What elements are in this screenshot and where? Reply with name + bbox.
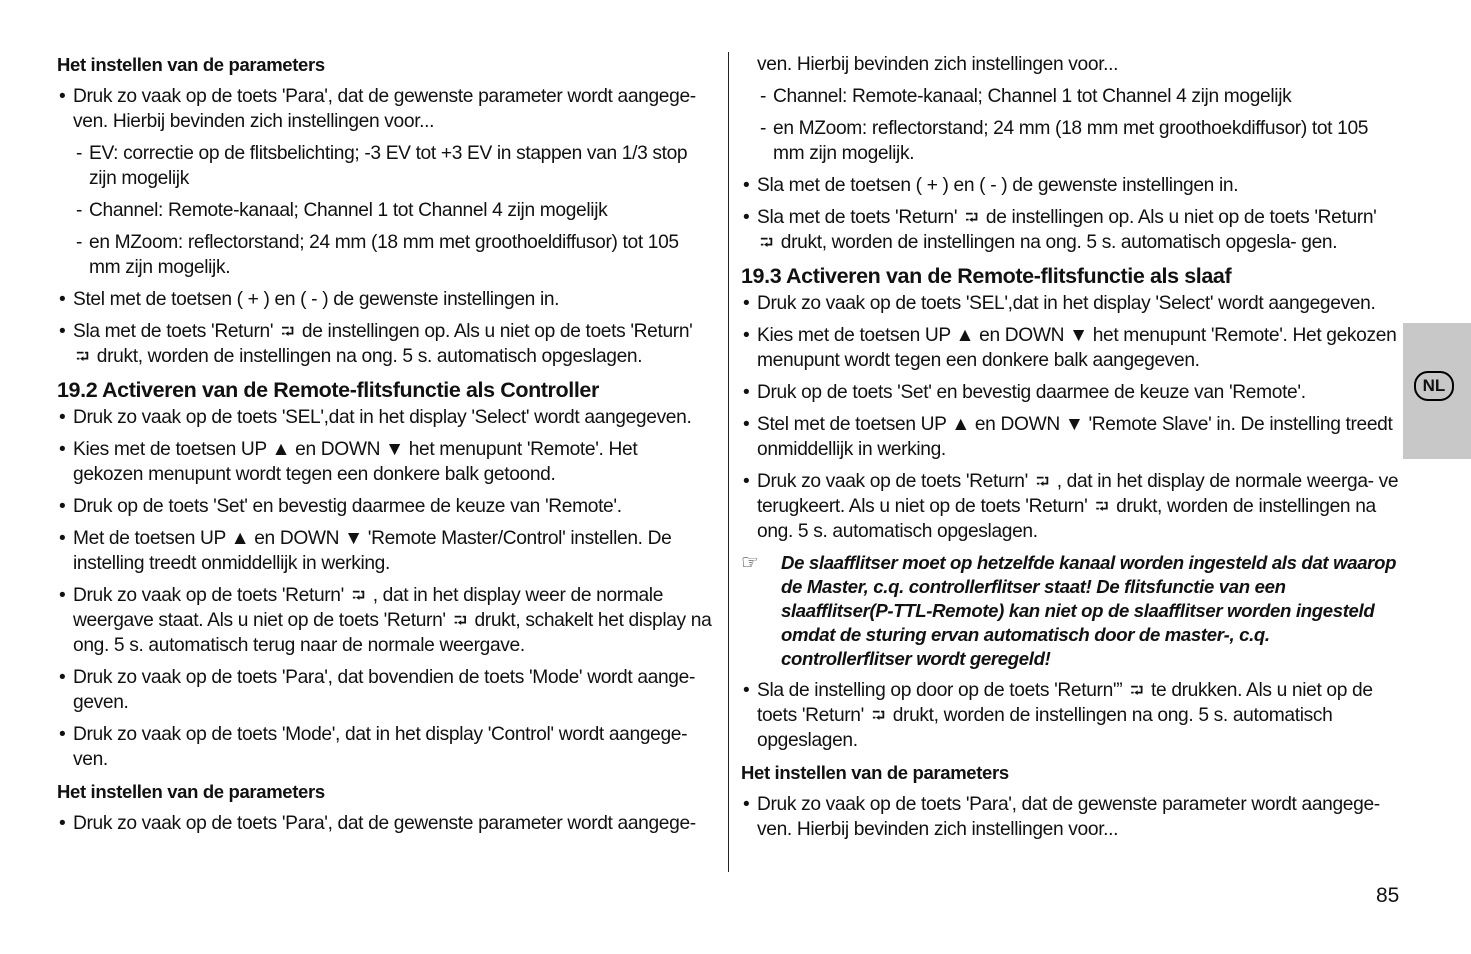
text-span: drukt, worden de instellingen na ong. 5 s. automatisch opgeslagen. (96, 346, 643, 367)
note-text: De slaafflitser moet op hetzelfde kanaal worden ingesteld als dat waarop de Master, c.q. controllerflitser staat! De flitsfunctie van een slaafflitser(P-TTL-Remote) kan niet op de slaafflitser worden ingesteld omdat de sturing ervan automatisch door de master-, c.q. controllerflitser wordt geregeld! (781, 552, 1397, 669)
pointing-hand-icon: ☞ (741, 552, 759, 574)
bullet-item: • Druk zo vaak op de toets 'SEL',dat in het display 'Select' wordt aangegeven. (741, 291, 1401, 316)
bullet-item: • Druk zo vaak op de toets 'SEL',dat in het display 'Select' wordt aangegeven. (57, 405, 712, 430)
return-icon: ⮒ (1035, 472, 1049, 491)
language-badge: NL (1414, 371, 1454, 401)
bullet-item: • Druk op de toets 'Set' en bevestig daarmee de keuze van 'Remote'. (57, 494, 712, 519)
section-heading: 19.2 Activeren van de Remote-flitsfunctie als Controller (57, 378, 599, 402)
bullet-item: • Sla met de toetsen ( + ) en ( - ) de gewenste instellingen in. (741, 173, 1401, 198)
bullet-item: • Kies met de toetsen UP ▲ en DOWN ▼ het menupunt 'Remote'. Het gekozen menupunt wordt tegen een donkere balk aangegeven. (741, 323, 1401, 373)
text-span: drukt, worden de instellingen na ong. 5 s. automatisch opgesla- gen. (780, 232, 1338, 253)
text-span: Sla met de toets 'Return' (757, 207, 958, 228)
bullet-item (57, 319, 712, 369)
parameters-subheading: Het instellen van de parameters (57, 54, 325, 75)
bullet-item (57, 583, 712, 658)
bullet-item (741, 678, 1401, 753)
bullet-item: • Stel met de toetsen UP ▲ en DOWN ▼ 'Remote Slave' in. De instelling treedt onmiddellijk in werking. (741, 412, 1401, 462)
text-span: de instellingen op. Als u niet op de toets 'Return' (301, 321, 693, 342)
bullet-item: • Stel met de toetsen ( + ) en ( - ) de gewenste instellingen in. (57, 287, 712, 312)
bullet-item: • Druk zo vaak op de toets 'Para', dat de gewenste parameter wordt aangege- (57, 811, 712, 836)
text-span: drukt, schakelt het display na ong. 5 s. automatisch terug naar de normale weergave. (73, 610, 712, 656)
left-column (57, 52, 712, 843)
return-icon: ⮒ (871, 706, 885, 725)
page-number: 85 (1376, 884, 1400, 907)
section-heading: 19.3 Activeren van de Remote-flitsfunctie als slaaf (741, 264, 1232, 288)
bullet-item: • Druk zo vaak op de toets 'Para', dat de gewenste parameter wordt aangege- ven. Hierbij bevinden zich instellingen voor... (57, 84, 712, 134)
return-icon: ⮒ (760, 233, 773, 252)
text-span: , dat in het display weer de normale weergave staat. Als u niet op de toets 'Return' (73, 585, 664, 631)
dash-item: - Channel: Remote-kanaal; Channel 1 tot Channel 4 zijn mogelijk (741, 84, 1401, 109)
text-span: drukt, worden de instellingen na ong. 5 s. automatisch opgeslagen. (757, 496, 1376, 542)
text-span: , dat in het display de normale weerga- ve terugkeert. Als u niet op de toets 'Return' (757, 471, 1399, 517)
bullet-item: • Druk op de toets 'Set' en bevestig daarmee de keuze van 'Remote'. (741, 380, 1401, 405)
return-icon: ⮒ (1095, 497, 1109, 516)
parameters-subheading: Het instellen van de parameters (57, 781, 325, 802)
dash-item: - Channel: Remote-kanaal; Channel 1 tot Channel 4 zijn mogelijk (57, 198, 712, 223)
continued-text: ven. Hierbij bevinden zich instellingen voor... (757, 54, 1119, 75)
text-span: te drukken. Als u niet op de toets 'Return' (757, 680, 1373, 726)
text-span: Sla met de toets 'Return' (73, 321, 274, 342)
return-icon: ⮒ (281, 322, 294, 341)
text-span: Sla de instelling op door op de toets 'Return'” (757, 680, 1123, 701)
warning-note (741, 551, 1401, 671)
return-icon: ⮒ (1130, 681, 1144, 700)
dash-item: - EV: correctie op de flitsbelichting; -3 EV tot +3 EV in stappen van 1/3 stop zijn mogelijk (57, 141, 712, 191)
dash-item: - en MZoom: reflectorstand; 24 mm (18 mm met groothoeldiffusor) tot 105 mm zijn mogelijk. (57, 230, 712, 280)
right-column (741, 52, 1401, 849)
dash-item: - en MZoom: reflectorstand; 24 mm (18 mm met groothoekdiffusor) tot 105 mm zijn mogelijk. (741, 116, 1401, 166)
bullet-item: • Kies met de toetsen UP ▲ en DOWN ▼ het menupunt 'Remote'. Het gekozen menupunt wordt tegen een donkere balk getoond. (57, 437, 712, 487)
bullet-item: • Druk zo vaak op de toets 'Para', dat de gewenste parameter wordt aangege- ven. Hierbij bevinden zich instellingen voor... (741, 792, 1401, 842)
bullet-item (741, 205, 1401, 255)
bullet-item (741, 469, 1401, 544)
bullet-item: • Druk zo vaak op de toets 'Mode', dat in het display 'Control' wordt aangege- ven. (57, 722, 712, 772)
text-span: Druk zo vaak op de toets 'Return' (73, 585, 344, 606)
text-span: Druk zo vaak op de toets 'Return' (757, 471, 1028, 492)
bullet-item: • Met de toetsen UP ▲ en DOWN ▼ 'Remote Master/Control' instellen. De instelling treedt onmiddellijk in werking. (57, 526, 712, 576)
return-icon: ⮒ (965, 208, 978, 227)
return-icon: ⮒ (351, 586, 365, 605)
text-span: de instellingen op. Als u niet op de toets 'Return' (985, 207, 1377, 228)
bullet-item: • Druk zo vaak op de toets 'Para', dat bovendien de toets 'Mode' wordt aange- geven. (57, 665, 712, 715)
language-tab (1403, 323, 1471, 459)
text-span: drukt, worden de instellingen na ong. 5 s. automatisch opgeslagen. (757, 705, 1333, 751)
parameters-subheading: Het instellen van de parameters (741, 762, 1009, 783)
return-icon: ⮒ (453, 611, 467, 630)
column-divider (728, 52, 729, 872)
return-icon: ⮒ (76, 347, 89, 366)
